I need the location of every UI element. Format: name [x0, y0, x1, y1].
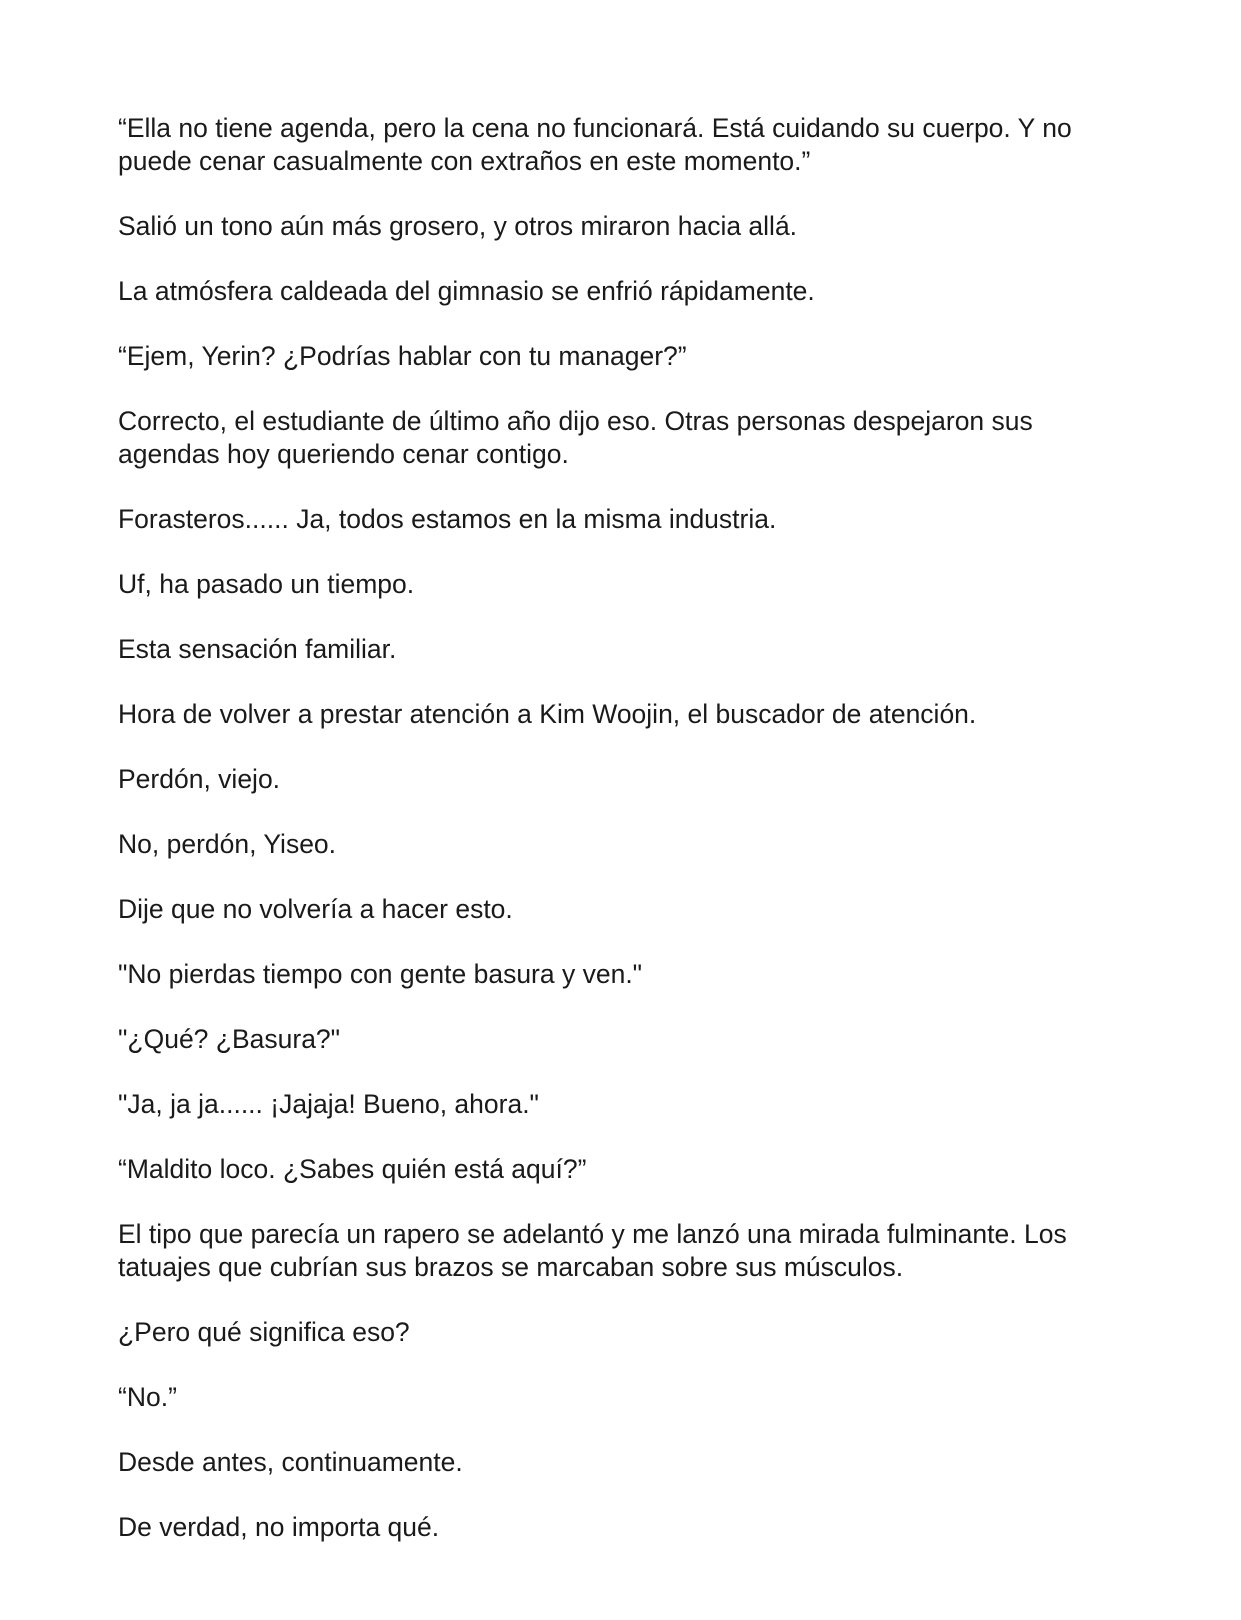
paragraph: Correcto, el estudiante de último año dijo eso. Otras personas despejaron sus agendas hoy queriendo cenar contigo.: [118, 406, 1033, 469]
paragraph: Uf, ha pasado un tiempo.: [118, 569, 415, 599]
paragraph: Salió un tono aún más grosero, y otros miraron hacia allá.: [118, 211, 798, 241]
paragraph: “Maldito loco. ¿Sabes quién está aquí?”: [118, 1154, 587, 1184]
paragraph: De verdad, no importa qué.: [118, 1512, 440, 1542]
paragraph: Esta sensación familiar.: [118, 634, 397, 664]
paragraph: Forasteros...... Ja, todos estamos en la misma industria.: [118, 504, 777, 534]
paragraph: La atmósfera caldeada del gimnasio se enfrió rápidamente.: [118, 276, 815, 306]
paragraph: "No pierdas tiempo con gente basura y ven.": [118, 959, 643, 989]
paragraph: Perdón, viejo.: [118, 764, 281, 794]
paragraph: ¿Pero qué significa eso?: [118, 1317, 410, 1347]
paragraph: “Ejem, Yerin? ¿Podrías hablar con tu manager?”: [118, 341, 687, 371]
paragraph: "¿Qué? ¿Basura?": [118, 1024, 341, 1054]
paragraph: "Ja, ja ja...... ¡Jajaja! Bueno, ahora.": [118, 1089, 539, 1119]
paragraph: Hora de volver a prestar atención a Kim Woojin, el buscador de atención.: [118, 699, 977, 729]
text-body: [118, 112, 1128, 1576]
paragraph: “No.”: [118, 1382, 177, 1412]
paragraph: Desde antes, continuamente.: [118, 1447, 463, 1477]
paragraph: No, perdón, Yiseo.: [118, 829, 337, 859]
paragraph: “Ella no tiene agenda, pero la cena no funcionará. Está cuidando su cuerpo. Y no puede cenar casualmente con extraños en este momento.”: [118, 113, 1072, 176]
paragraph: Dije que no volvería a hacer esto.: [118, 894, 513, 924]
paragraph: El tipo que parecía un rapero se adelantó y me lanzó una mirada fulminante. Los tatuajes que cubrían sus brazos se marcaban sobre sus músculos.: [118, 1219, 1067, 1282]
